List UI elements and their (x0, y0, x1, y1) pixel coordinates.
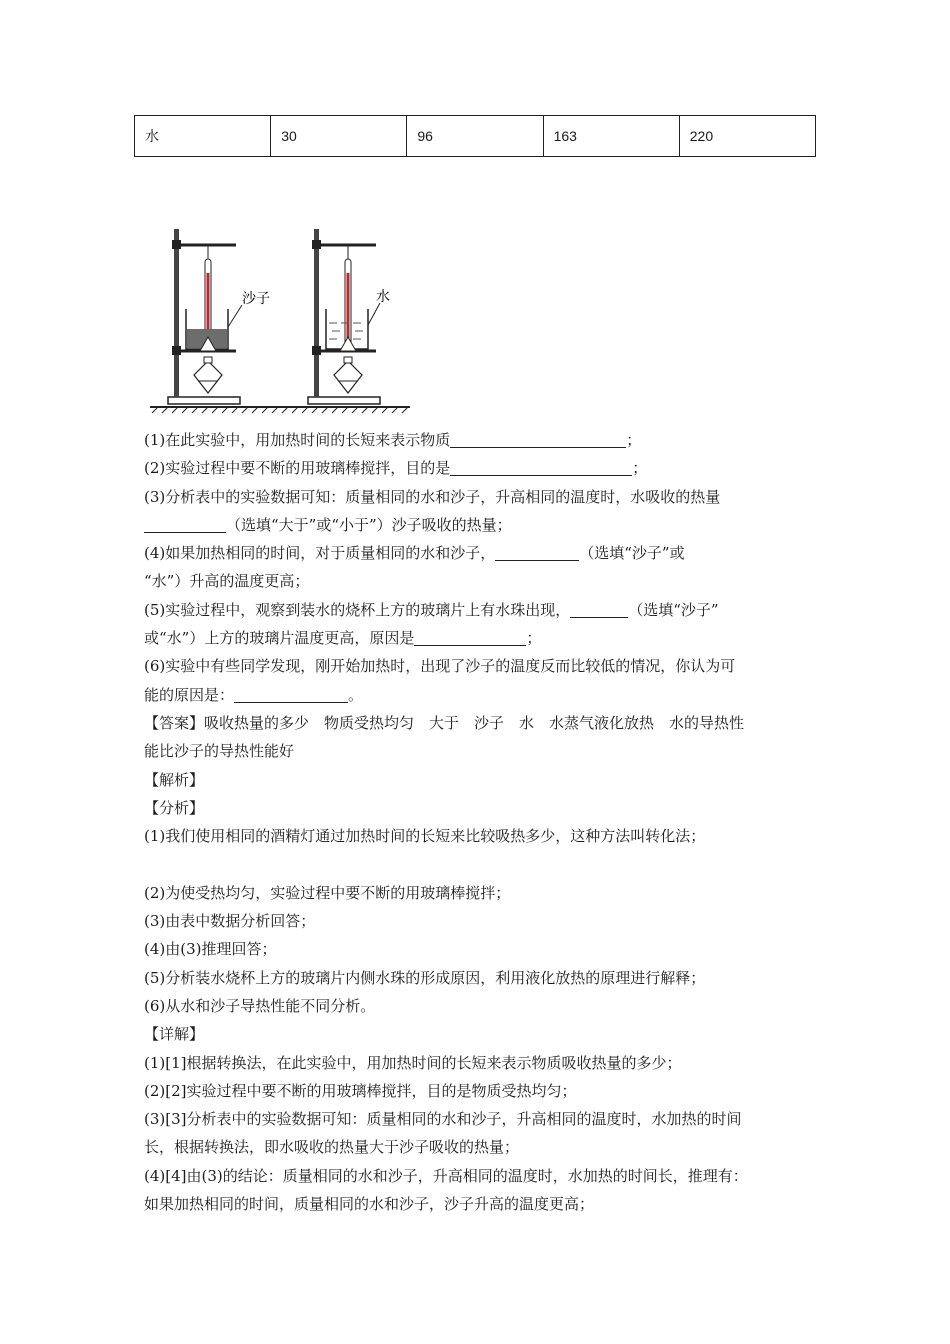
answer-blank[interactable] (450, 430, 626, 448)
question-5: (5)实验过程中，观察到装水的烧杯上方的玻璃片上有水珠出现， （选填“沙子” (144, 600, 719, 619)
question-3-cont: （选填“大于”或“小于”）沙子吸收的热量； (144, 511, 812, 539)
question-4-cont: “水”）升高的温度更高； (144, 572, 310, 591)
analysis-1: (1)我们使用相同的酒精灯通过加热时间的长短来比较吸热多少，这种方法叫转化法； (144, 827, 706, 846)
sand-label: 沙子 (242, 291, 270, 307)
analysis-2: (2)为使受热均匀，实验过程中要不断的用玻璃棒搅拌； (144, 883, 511, 902)
question-6-cont: 能的原因是： 。 (144, 685, 364, 704)
table-cell: 水 (135, 116, 271, 157)
question-1: (1)在此实验中，用加热时间的长短来表示物质 ； (144, 431, 642, 449)
detail-3: (3)[3]分析表中的实验数据可知：质量相同的水和沙子，升高相同的温度时，水加热的时间 (144, 1110, 742, 1129)
detail-1: (1)[1]根据转换法，在此实验中，用加热时间的长短来表示物质吸收热量的多少； (144, 1053, 682, 1072)
analysis-3: (3)由表中数据分析回答； (144, 912, 316, 931)
question-body (144, 426, 812, 1218)
answer-line: 【答案】吸收热量的多少 物质受热均匀 大于 沙子 水 水蒸气液化放热 水的导热性 (144, 713, 745, 732)
water-label: 水 (376, 289, 390, 305)
analysis-4: (4)由(3)推理回答； (144, 940, 277, 959)
data-table (134, 115, 816, 157)
answer-blank[interactable] (450, 458, 632, 476)
question-3: (3)分析表中的实验数据可知：质量相同的水和沙子，升高相同的温度时，水吸收的热量 (144, 487, 721, 506)
detail-3-cont: 长，根据转换法，即水吸收的热量大于沙子吸收的热量； (144, 1138, 520, 1157)
answer-blank[interactable] (495, 543, 579, 561)
table-cell: 96 (407, 116, 543, 157)
section-xiangjie: 【详解】 (144, 1025, 205, 1044)
analysis-6: (6)从水和沙子导热性能不同分析。 (144, 996, 376, 1015)
detail-4-cont: 如果加热相同的时间，质量相同的水和沙子，沙子升高的温度更高； (144, 1195, 595, 1214)
table-row (135, 116, 816, 157)
answer-blank[interactable] (414, 628, 526, 646)
question-5-cont: 或“水”）上方的玻璃片温度更高，原因是 ； (144, 629, 542, 648)
ground (150, 407, 410, 413)
right-apparatus (308, 229, 390, 404)
analysis-5: (5)分析装水烧杯上方的玻璃片内侧水珠的形成原因，利用液化放热的原理进行解释； (144, 968, 706, 987)
question-6: (6)实验中有些同学发现，刚开始加热时，出现了沙子的温度反而比较低的情况，你认为可 (144, 657, 736, 676)
answer-line-cont: 能比沙子的导热性能好 (144, 742, 295, 761)
answer-blank[interactable] (234, 685, 348, 703)
table-cell: 30 (271, 116, 407, 157)
section-jiexi: 【解析】 (144, 770, 205, 789)
detail-4: (4)[4]由(3)的结论：质量相同的水和沙子，升高相同的温度时，水加热的时间长，推理有： (144, 1166, 748, 1185)
left-apparatus (168, 229, 270, 404)
question-4: (4)如果加热相同的时间，对于质量相同的水和沙子， （选填“沙子”或 (144, 544, 685, 563)
detail-2: (2)[2]实验过程中要不断的用玻璃棒搅拌，目的是物质受热均匀； (144, 1081, 577, 1100)
section-fenxi: 【分析】 (144, 798, 205, 817)
question-2: (2)实验过程中要不断的用玻璃棒搅拌，目的是 ； (144, 459, 648, 478)
answer-blank[interactable] (570, 600, 628, 618)
experiment-figure (144, 225, 414, 417)
answer-blank[interactable] (144, 515, 226, 533)
table-cell: 163 (543, 116, 679, 157)
table-cell: 220 (679, 116, 815, 157)
